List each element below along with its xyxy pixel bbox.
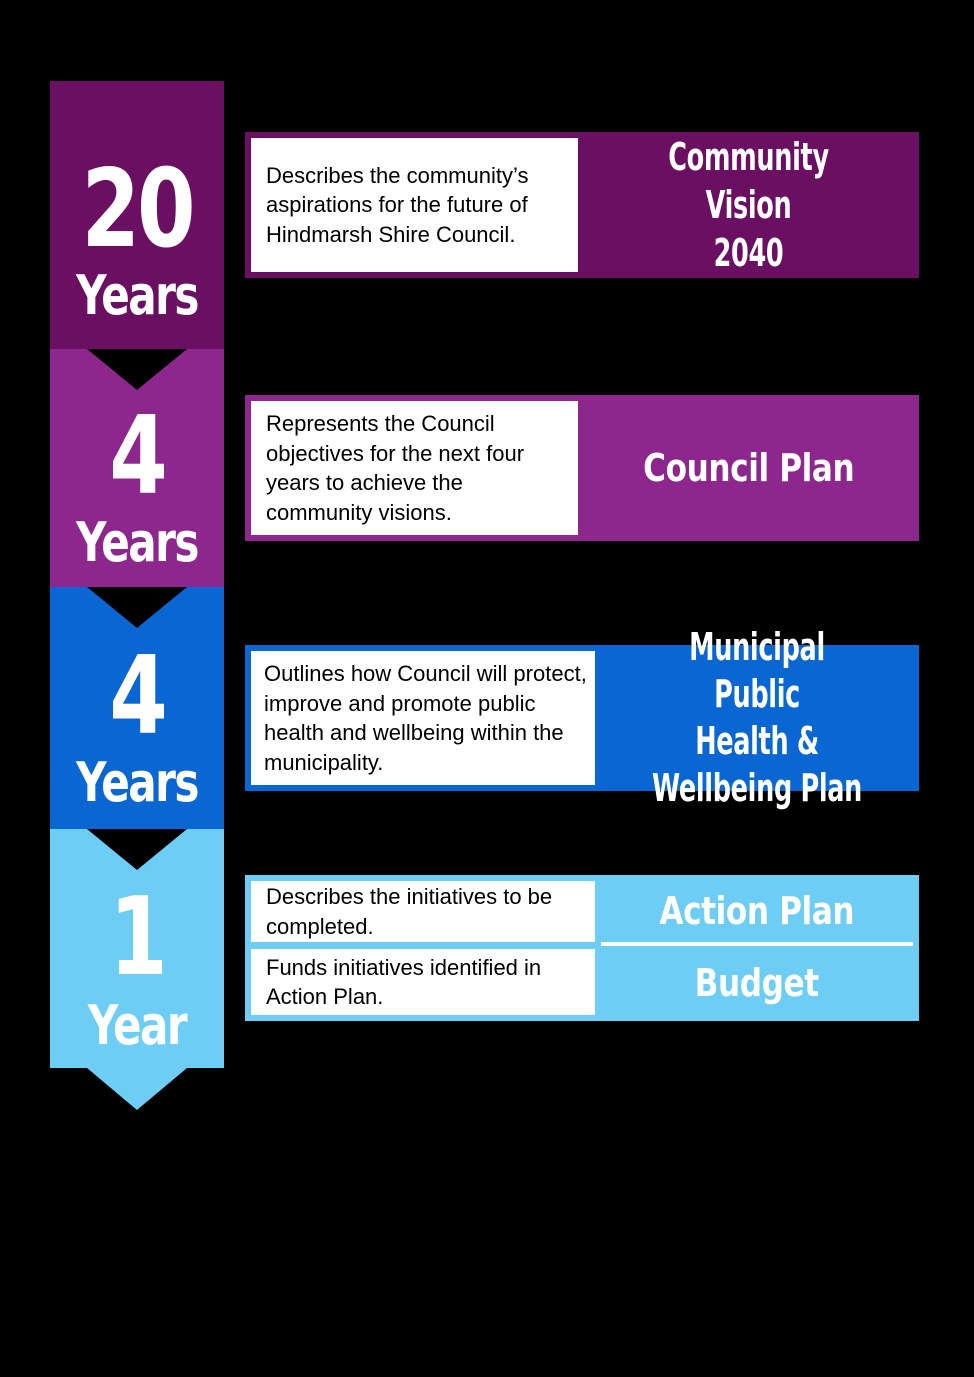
timeline-number-20: 20 bbox=[81, 147, 193, 272]
timeline-unit-20: Years bbox=[76, 264, 198, 327]
health-plan-title-line3: Wellbeing Plan bbox=[651, 766, 863, 810]
action-plan-title-text: Action Plan bbox=[659, 889, 855, 933]
community-vision-description-text: Describes the community’s aspirations for the future of Hindmarsh Shire Council. bbox=[266, 162, 529, 247]
budget-description bbox=[251, 949, 595, 1015]
action-budget-band bbox=[245, 875, 919, 1021]
health-plan-band bbox=[245, 625, 919, 810]
community-vision-title bbox=[578, 132, 919, 278]
timeline-unit-4b: Years bbox=[76, 751, 198, 814]
council-plan-title-text: Council Plan bbox=[642, 446, 855, 490]
council-plan-description bbox=[251, 401, 578, 535]
council-plan-band bbox=[245, 395, 919, 541]
action-plan-description-text: Describes the initiatives to be completed. bbox=[266, 884, 553, 939]
action-plan-title bbox=[595, 879, 919, 943]
health-plan-title bbox=[595, 625, 919, 810]
community-vision-title-line1: Community Vision bbox=[668, 135, 829, 227]
health-plan-description bbox=[251, 651, 595, 785]
budget-title-text: Budget bbox=[694, 961, 820, 1005]
timeline-unit-1: Year bbox=[87, 994, 187, 1057]
budget-title bbox=[595, 951, 919, 1015]
council-plan-title bbox=[578, 395, 919, 541]
action-plan-description bbox=[251, 881, 595, 942]
timeline-number-4a: 4 bbox=[109, 394, 165, 519]
health-plan-title-line1: Municipal Public bbox=[689, 625, 825, 716]
community-vision-description bbox=[251, 138, 578, 272]
timeline-number-1: 1 bbox=[109, 875, 165, 1000]
community-vision-band bbox=[245, 132, 919, 278]
timeline-number-4b: 4 bbox=[109, 634, 165, 759]
budget-description-text: Funds initiatives identified in Action Plan. bbox=[266, 954, 542, 1009]
health-plan-title-line2: Health & bbox=[695, 719, 819, 763]
action-budget-divider bbox=[601, 942, 913, 946]
council-plan-description-text: Represents the Council objectives for the next four years to achieve the community visions. bbox=[266, 411, 525, 525]
community-vision-title-line2: 2040 bbox=[713, 231, 784, 275]
health-plan-description-text: Outlines how Council will protect, improve and promote public health and wellbeing within the municipality. bbox=[264, 661, 587, 775]
timeline-unit-4a: Years bbox=[76, 511, 198, 574]
